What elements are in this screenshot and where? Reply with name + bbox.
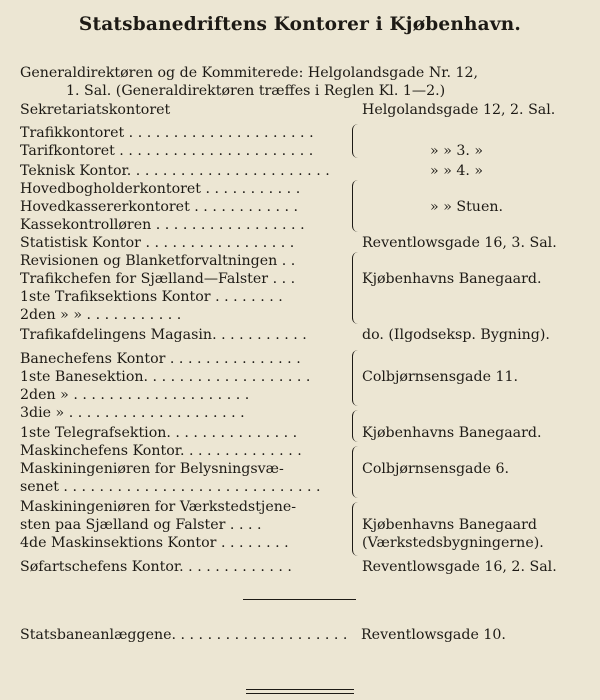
entry-leader-dots: . . . . . . . . . . . . . [179, 559, 292, 575]
footer-name: Statsbaneanlæggene [20, 627, 172, 643]
entry-leader-dots: » » . . . . . . . . . . . [55, 307, 182, 323]
entry-name-text: 1ste Trafiksektions Kontor [20, 289, 211, 305]
entry-leader-dots: . . . . . . . . . . . . . . . . . . . . . [124, 125, 314, 141]
brace-group-1 [352, 124, 360, 158]
entry-address: Kjøbenhavns Banegaard. [362, 271, 542, 287]
entry-leader-dots: . . . . . . . . . . . . . . . . . . . . . . . [126, 163, 330, 179]
entry-name [20, 124, 360, 142]
entry-address: Reventlowsgade 16, 3. Sal. [362, 235, 557, 251]
entry-leader-dots: . . . . . . . . . . . [212, 327, 307, 343]
entry-name [20, 424, 360, 442]
entry-name-text: sten paa Sjælland og Falster [20, 517, 226, 533]
entry-leader-dots: . . . . . . . . . . . . . . . . . . . . . . . . . . . . . [58, 479, 321, 495]
entry-leader-dots: . . . . . . . . . . . . . . [179, 443, 302, 459]
page-title: Statsbanedriftens Kontorer i Kjøbenhavn. [78, 14, 522, 35]
entry-name [20, 306, 360, 324]
entry-name [20, 516, 360, 534]
entry-name [20, 142, 360, 160]
entry-address: » » Stuen. [430, 199, 503, 215]
entry-address: » » 3. » [430, 143, 484, 159]
entry-name-text: 1ste Telegrafsektion [20, 425, 167, 441]
entry-name-text: Banechefens Kontor [20, 351, 166, 367]
entry-name-text: 3die [20, 405, 52, 421]
entry-name-text: Søfartschefens Kontor [20, 559, 180, 575]
entry-name [20, 198, 360, 216]
entry-name-text: Teknisk Kontor [20, 163, 127, 179]
entry-name [20, 368, 360, 386]
entry-name [20, 404, 360, 422]
entry-leader-dots: . . . . [225, 517, 262, 533]
entry-name [20, 442, 360, 460]
entry-name-text: Hovedkassererkontoret [20, 199, 190, 215]
entry-leader-dots: . . . . . . . . [216, 535, 289, 551]
intro-line-2: 1. Sal. (Generaldirektøren træffes i Reglen Kl. 1—2.) [66, 83, 446, 99]
brace-group-2 [352, 180, 360, 232]
entry-name-text: 2den [20, 387, 56, 403]
section-divider [243, 599, 356, 600]
entry-leader-dots: » . . . . . . . . . . . . . . . . . . . . [55, 387, 250, 403]
entry-address: Reventlowsgade 16, 2. Sal. [362, 559, 557, 575]
bottom-rule-2 [246, 693, 354, 694]
entry-leader-dots: . . [277, 253, 296, 269]
entry-name [20, 460, 365, 478]
entry-leader-dots: . . . . . . . . [210, 289, 283, 305]
entry-name-text: 4de Maskinsektions Kontor [20, 535, 217, 551]
entry-leader-dots: . . . . . . . . . . . [201, 181, 301, 197]
brace-group-3 [352, 252, 360, 324]
entry-name [20, 350, 360, 368]
entry-address: » » 4. » [430, 163, 484, 179]
entry-name-text: Maskinchefens Kontor [20, 443, 180, 459]
entry-leader-dots: . . . . . . . . . . . . . . . . . [140, 235, 295, 251]
entry-name-text: Maskiningeniøren for Belysningsvæ- [20, 461, 284, 477]
entry-name [20, 288, 360, 306]
entry-address: Colbjørnsensgade 6. [362, 461, 510, 477]
entry-leader-dots: » . . . . . . . . . . . . . . . . . . . . [51, 405, 245, 421]
entry-leader-dots: . . . . . . . . . . . . . . . . . . . [143, 369, 311, 385]
entry-name [20, 534, 360, 552]
entry-name-text: Maskiningeniøren for Værkstedstjene- [20, 499, 297, 515]
entry-name-text: Revisionen og Blanketforvaltningen [20, 253, 278, 269]
entry-name [20, 478, 360, 496]
entry-name-text: Tarifkontoret [20, 143, 115, 159]
entry-leader-dots: . . . . . . . . . . . . . . . . . [151, 217, 305, 233]
entry-name-text: 1ste Banesektion [20, 369, 144, 385]
entry-name [20, 326, 360, 344]
entry-address: (Værkstedsbygningerne). [362, 535, 544, 551]
entry-leader-dots: . . . [268, 271, 296, 287]
entry-name [20, 162, 360, 180]
entry-address: Colbjørnsensgade 11. [362, 369, 519, 385]
entry-name [20, 101, 360, 119]
entry-address: Helgolandsgade 12, 2. Sal. [362, 102, 556, 118]
entry-name-text: Hovedbogholderkontoret [20, 181, 201, 197]
entry-address: Kjøbenhavns Banegaard [362, 517, 537, 533]
entry-name [20, 234, 360, 252]
entry-leader-dots: . . . . . . . . . . . . . . . [165, 351, 301, 367]
entry-name [20, 386, 360, 404]
entry-address: do. (Ilgodseksp. Bygning). [362, 327, 550, 343]
entry-address: Kjøbenhavns Banegaard. [362, 425, 542, 441]
entry-name [20, 498, 365, 516]
entry-name-text: Trafikafdelingens Magasin [20, 327, 213, 343]
entry-name-text: 2den [20, 307, 56, 323]
entry-name [20, 180, 360, 198]
intro-line-1: Generaldirektøren og de Kommiterede: Helgolandsgade Nr. 12, [20, 65, 479, 81]
brace-group-4 [352, 350, 360, 406]
bottom-rule-1 [246, 689, 354, 690]
entry-name [20, 558, 360, 576]
entry-name-text: senet [20, 479, 59, 495]
footer-entry-name [20, 626, 362, 644]
entry-name [20, 270, 360, 288]
entry-leader-dots: . . . . . . . . . . . . [189, 199, 299, 215]
entry-name [20, 216, 360, 234]
entry-name-text: Sekretariatskontoret [20, 102, 171, 118]
entry-name-text: Statistisk Kontor [20, 235, 141, 251]
entry-name-text: Kassekontrolløren [20, 217, 152, 233]
footer-dots: . . . . . . . . . . . . . . . . . . . . [171, 627, 348, 643]
brace-group-5 [352, 410, 360, 442]
brace-group-7 [352, 502, 360, 556]
footer-entry-address: Reventlowsgade 10. [361, 627, 506, 643]
entry-name-text: Trafikchefen for Sjælland—Falster [20, 271, 269, 287]
entry-leader-dots: . . . . . . . . . . . . . . . [166, 425, 298, 441]
brace-group-6 [352, 446, 360, 498]
entry-name [20, 252, 360, 270]
entry-leader-dots: . . . . . . . . . . . . . . . . . . . . . . [114, 143, 314, 159]
entry-name-text: Trafikkontoret [20, 125, 125, 141]
